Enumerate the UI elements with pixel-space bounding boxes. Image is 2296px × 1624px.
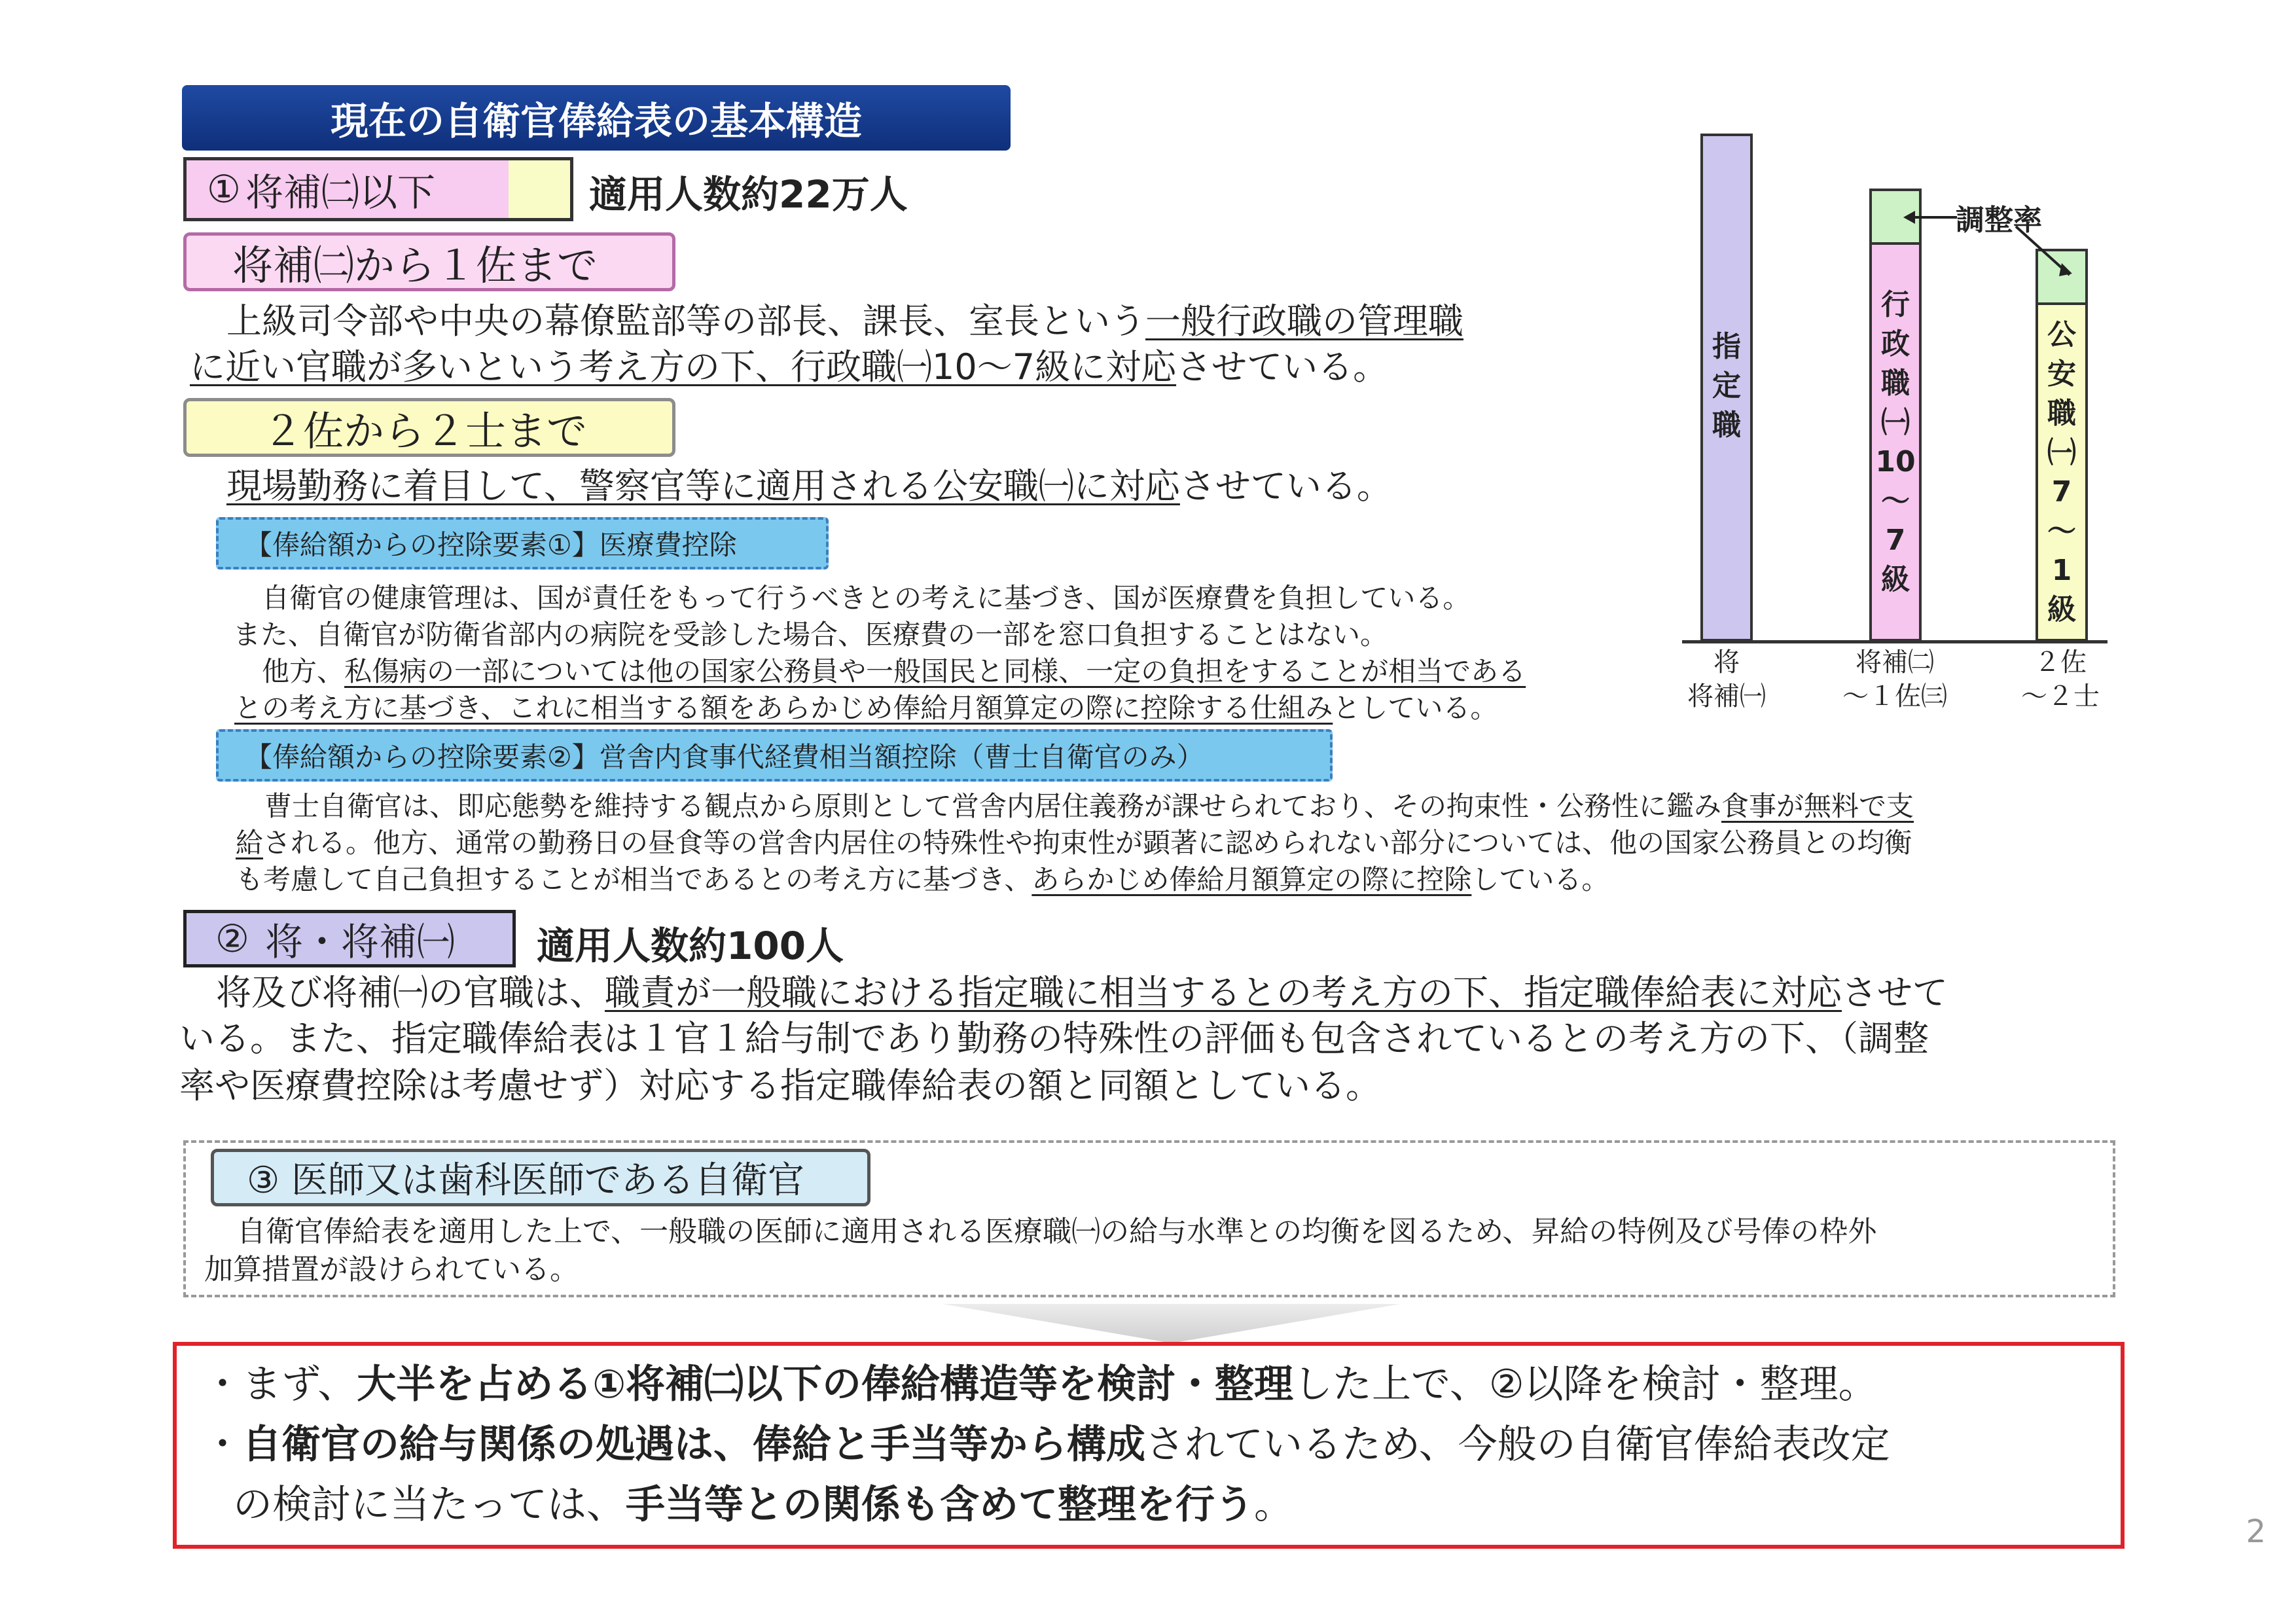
conclusion-line3-bold: 手当等との関係も含めて整理を行う: [626, 1482, 1254, 1528]
section3-label-box: [211, 1149, 870, 1206]
page-number: 2: [2246, 1513, 2266, 1550]
conclusion-line3-c: 。: [1254, 1482, 1293, 1528]
deduction1-line4-underlined: との考え方に基づき、これに相当する額をあらかじめ俸給月額算定の際に控除する仕組み: [234, 692, 1333, 724]
deduction1-line4: [234, 690, 1498, 727]
deduction2-line3-underlined: あらかじめ俸給月額算定の際に控除: [1031, 863, 1472, 895]
deduction2-tag: [216, 729, 1333, 782]
deduction2-line1-underlined: 食事が無料で支: [1721, 790, 1914, 822]
bar2-label: 行 政 職 ㈠ 10 〜 7 級: [1875, 288, 1916, 596]
sub-b-label: ２佐から２士まで: [262, 406, 588, 455]
deduction2-line3-text2: している。: [1471, 863, 1609, 895]
section2-label: 将・将補㈠: [265, 920, 456, 964]
sub-a-line2: [190, 344, 1388, 390]
conclusion-line1: [203, 1355, 1878, 1414]
section1-label: 将補㈡以下: [245, 170, 436, 215]
x-label-3: ２佐 ～２士: [2021, 647, 2100, 712]
adjust-arrow-head2: [2059, 263, 2072, 276]
deduction1-line3-text: 他方、: [262, 655, 345, 687]
section1-headcount: 適用人数約22万人: [589, 172, 908, 217]
x-label-1: 将 将補㈠: [1687, 647, 1766, 712]
section3-line2: 加算措置が設けられている。: [204, 1253, 579, 1286]
conclusion-line1-a: ・まず、: [203, 1362, 357, 1407]
adjust-rate-label: 調整率: [1956, 204, 2042, 237]
section2-line1-text: 将及び将補㈠の官職は、: [216, 972, 605, 1013]
section2-line2: いる。また、指定職俸給表は１官１給与制であり勤務の特殊性の評価も包含されているとの考え方の下、（調整: [179, 1018, 1929, 1059]
section3-line1: 自衛官俸給表を適用した上で、一般職の医師に適用される医療職㈠の給与水準との均衡を図るため、昇給の特例及び号俸の枠外: [237, 1215, 1877, 1248]
page-title: 現在の自衛官俸給表の基本構造: [182, 85, 1011, 151]
deduction1-tag-label: 【俸給額からの控除要素①】医療費控除: [245, 529, 737, 561]
section2-label-box: [183, 910, 516, 967]
conclusion-line3: [233, 1475, 1293, 1534]
conclusion-line2-a: ・: [203, 1422, 242, 1468]
section1-number: ①: [207, 167, 241, 211]
sub-a-line1-underlined: 一般行政職の管理職: [1145, 300, 1463, 342]
bar1-label: 指 定 職: [1712, 330, 1741, 442]
conclusion-line2-bold: 自衛官の給与関係の処遇は、俸給と手当等から構成: [242, 1422, 1145, 1468]
bar3-label: 公 安 職 ㈠ 7 〜 1 級: [2047, 318, 2076, 626]
conclusion-line2-c: されているため、今般の自衛官俸給表改定: [1145, 1422, 1890, 1468]
deduction2-tag-label: 【俸給額からの控除要素②】営舎内食事代経費相当額控除（曹士自衛官のみ）: [245, 741, 1204, 773]
conclusion-line1-bold: 大半を占める①将補㈡以下の俸給構造等を検討・整理: [357, 1362, 1294, 1407]
sub-a-label: 将補㈡から１佐まで: [232, 241, 598, 289]
sub-b-label-box: [183, 398, 675, 457]
conclusion-line2: [203, 1415, 1890, 1474]
sub-a-line2-text: させている。: [1176, 346, 1389, 388]
section2-line1: [216, 970, 1948, 1016]
deduction1-line3: [262, 653, 1526, 690]
sub-a-label-box: [183, 232, 675, 291]
deduction1-line2: また、自衛官が防衛省部内の病院を受診した場合、医療費の一部を窓口負担することはない。: [233, 619, 1388, 651]
conclusion-line3-a: の検討に当たっては、: [233, 1482, 626, 1528]
sub-b-line: [226, 463, 1392, 509]
sub-b-line-text: させている。: [1179, 465, 1392, 507]
sub-a-line1-text: 上級司令部や中央の幕僚監部等の部長、課長、室長という: [226, 300, 1145, 342]
deduction1-line1: 自衛官の健康管理は、国が責任をもって行うべきとの考えに基づき、国が医療費を負担している。: [262, 582, 1471, 614]
deduction2-line2-text: される。他方、通常の勤務日の昼食等の営舎内居住の特殊性や拘束性が顕著に認められない部分については、他の国家公務員との均衡: [263, 827, 1912, 859]
deduction2-line1-text: 曹士自衛官は、即応態勢を維持する観点から原則として営舎内居住義務が課せられており、その拘束性・公務性に鑑み: [264, 790, 1722, 822]
section2-line1-text2: させて: [1842, 972, 1948, 1013]
deduction2-line3-text: も考慮して自己負担することが相当であるとの考え方に基づき、: [236, 863, 1032, 895]
down-arrow-shade: [942, 1304, 1401, 1343]
section2-number: ②: [215, 916, 249, 961]
deduction1-line4-text: としている。: [1333, 692, 1498, 724]
section2-line3: 率や医療費控除は考慮せず）対応する指定職俸給表の額と同額としている。: [179, 1065, 1381, 1106]
sub-b-line-underlined: 現場勤務に着目して、警察官等に適用される公安職㈠に対応: [226, 465, 1180, 507]
deduction2-line2-underlined: 給: [236, 827, 264, 859]
chart-baseline: [1682, 640, 2108, 643]
deduction1-line3-underlined: 私傷病の一部については他の国家公務員や一般国民と同様、一定の負担をすることが相当である: [344, 655, 1526, 687]
section2-headcount: 適用人数約100人: [537, 924, 844, 968]
section2-line1-underlined: 職責が一般職における指定職に相当するとの考え方の下、指定職俸給表に対応: [605, 972, 1842, 1013]
sub-a-line2-underlined: に近い官職が多いという考え方の下、行政職㈠10～7級に対応: [190, 346, 1177, 388]
deduction1-tag: [216, 517, 829, 569]
deduction2-line3: [236, 861, 1609, 898]
x-label-2: 将補㈡ ～１佐㈢: [1842, 647, 1947, 712]
conclusion-line1-c: した上で、②以降を検討・整理。: [1293, 1362, 1878, 1407]
sub-a-line1: [226, 298, 1463, 344]
deduction2-line2: [236, 825, 1912, 861]
deduction2-line1: [264, 788, 1914, 825]
section3-label: ③ 医師又は歯科医師である自衛官: [247, 1159, 805, 1202]
adjust-arrow-head1: [1903, 211, 1915, 224]
